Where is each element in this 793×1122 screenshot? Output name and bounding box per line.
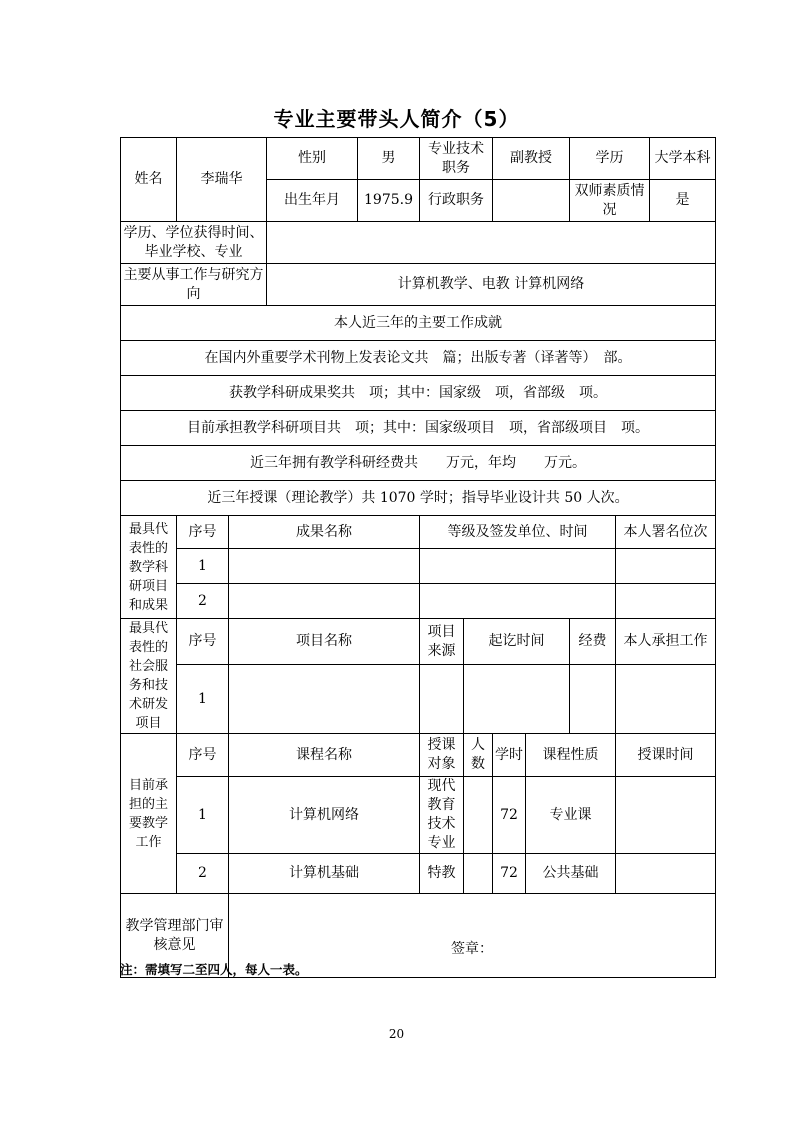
rep-service-header-source: 项目来源: [420, 619, 464, 665]
teaching-header-time: 授课时间: [616, 734, 716, 777]
teaching-header-audience: 授课对象: [420, 734, 464, 777]
rep-service-header-funding: 经费: [570, 619, 616, 665]
rep-results-header-rank: 本人署名位次: [616, 516, 716, 549]
rep-service-label: 最具代表性的社会服务和技术研发项目: [121, 619, 177, 734]
education-value: 大学本科: [650, 138, 716, 180]
teaching-header-no: 序号: [177, 734, 229, 777]
rep-results-row-issuer: [420, 584, 616, 619]
teaching-row-course: 计算机基础: [229, 854, 420, 894]
achievement-line: 近三年授课（理论教学）共 1070 学时；指导毕业设计共 50 人次。: [121, 481, 716, 516]
review-label: 教学管理部门审核意见: [121, 894, 229, 978]
rep-results-row-issuer: [420, 549, 616, 584]
dual-qualification-value: 是: [650, 180, 716, 222]
teaching-row-audience: 特教: [420, 854, 464, 894]
footnote: 注：需填写二至四人，每人一表。: [120, 962, 308, 977]
teaching-header-hours: 学时: [493, 734, 526, 777]
achievements-heading: 本人近三年的主要工作成就: [121, 306, 716, 341]
rep-results-header-issuer: 等级及签发单位、时间: [420, 516, 616, 549]
birth-label: 出生年月: [267, 180, 358, 222]
teaching-label: 目前承担的主要教学工作: [121, 734, 177, 894]
admin-position-value: [493, 180, 570, 222]
rep-service-header-role: 本人承担工作: [616, 619, 716, 665]
achievement-line: 在国内外重要学术刊物上发表论文共 篇；出版专著（译著等） 部。: [121, 341, 716, 376]
rep-service-row-no: 1: [177, 665, 229, 734]
degree-label: 学历、学位获得时间、毕业学校、专业: [121, 222, 267, 264]
rep-results-row-rank: [616, 584, 716, 619]
rep-results-header-no: 序号: [177, 516, 229, 549]
page-number: 20: [388, 1027, 405, 1041]
research-value: 计算机教学、电教 计算机网络: [267, 264, 716, 306]
rep-service-row-name: [229, 665, 420, 734]
rep-service-header-period: 起讫时间: [464, 619, 570, 665]
teaching-row-time: [616, 854, 716, 894]
teaching-row-no: 2: [177, 854, 229, 894]
rep-service-header-name: 项目名称: [229, 619, 420, 665]
gender-value: 男: [358, 138, 420, 180]
profile-form-table: [120, 137, 716, 978]
teaching-header-course: 课程名称: [229, 734, 420, 777]
teaching-header-nature: 课程性质: [526, 734, 616, 777]
rep-results-row-rank: [616, 549, 716, 584]
teaching-row-count: [464, 777, 493, 854]
gender-label: 性别: [267, 138, 358, 180]
teaching-header-count: 人数: [464, 734, 493, 777]
name-label: 姓名: [121, 138, 177, 222]
rep-service-header-no: 序号: [177, 619, 229, 665]
rep-results-label: 最具代表性的教学科研项目和成果: [121, 516, 177, 619]
rep-results-row-no: 1: [177, 549, 229, 584]
professional-title-value: 副教授: [493, 138, 570, 180]
degree-value: [267, 222, 716, 264]
rep-service-row-period: [464, 665, 570, 734]
rep-service-row-funding: [570, 665, 616, 734]
rep-results-row-name: [229, 584, 420, 619]
teaching-row-count: [464, 854, 493, 894]
teaching-row-hours: 72: [493, 777, 526, 854]
teaching-row-no: 1: [177, 777, 229, 854]
dual-qualification-label: 双师素质情况: [570, 180, 650, 222]
teaching-row-nature: 公共基础: [526, 854, 616, 894]
page-title: 专业主要带头人简介（5）: [273, 107, 520, 131]
name-value: 李瑞华: [177, 138, 267, 222]
research-label: 主要从事工作与研究方向: [121, 264, 267, 306]
achievement-line: 获教学科研成果奖共 项；其中：国家级 项，省部级 项。: [121, 376, 716, 411]
teaching-row-course: 计算机网络: [229, 777, 420, 854]
education-label: 学历: [570, 138, 650, 180]
achievement-line: 目前承担教学科研项目共 项；其中：国家级项目 项，省部级项目 项。: [121, 411, 716, 446]
professional-title-label: 专业技术职务: [420, 138, 493, 180]
rep-results-row-name: [229, 549, 420, 584]
rep-service-row-source: [420, 665, 464, 734]
teaching-row-hours: 72: [493, 854, 526, 894]
achievement-line: 近三年拥有教学科研经费共 万元，年均 万元。: [121, 446, 716, 481]
teaching-row-time: [616, 777, 716, 854]
birth-value: 1975.9: [358, 180, 420, 222]
rep-results-header-name: 成果名称: [229, 516, 420, 549]
teaching-row-audience: 现代教育技术专业: [420, 777, 464, 854]
rep-service-row-role: [616, 665, 716, 734]
teaching-row-nature: 专业课: [526, 777, 616, 854]
signature-label: 签章：: [451, 941, 493, 957]
rep-results-row-no: 2: [177, 584, 229, 619]
admin-position-label: 行政职务: [420, 180, 493, 222]
